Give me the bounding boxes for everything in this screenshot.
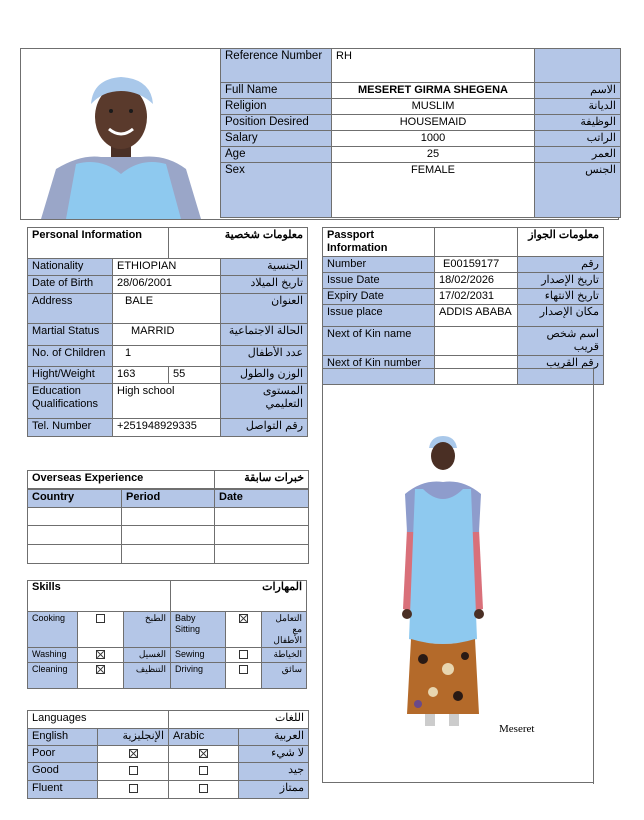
overseas-table (27, 470, 309, 564)
row-label: Religion (221, 99, 332, 115)
languages-title-ar: اللغات (169, 711, 309, 729)
section-header (28, 228, 308, 259)
sex-value: FEMALE (332, 163, 535, 218)
row-label: Full Name (221, 83, 332, 99)
portrait-photo (21, 49, 220, 219)
row-arabic: الديانة (535, 99, 621, 115)
row-arabic: الاسم (535, 83, 621, 99)
header-row (221, 163, 621, 218)
english-good-checkbox[interactable] (98, 763, 169, 781)
skill-sewing-label: Sewing (171, 648, 226, 663)
issue-place-value: ADDIS ABABA (435, 305, 518, 327)
dob-ar: تاريخ الميلاد (221, 276, 308, 294)
skill-cooking-ar: الطبخ (124, 612, 171, 648)
arabic-poor-checkbox[interactable] (169, 746, 239, 763)
section-header (323, 228, 604, 257)
skill-sewing-ar: الخياطة (262, 648, 307, 663)
checkbox-checked-icon (199, 749, 208, 758)
header-row (221, 115, 621, 131)
marital-value: MARRID (113, 324, 221, 346)
skill-washing-checkbox[interactable] (78, 648, 124, 663)
table-row (28, 508, 309, 526)
level-good-ar: جيد (239, 763, 309, 781)
level-poor-label: Poor (28, 746, 98, 763)
full-body-photo-frame (322, 368, 593, 783)
address-value: BALE (113, 294, 221, 324)
header-row (221, 147, 621, 163)
skill-cleaning-ar: التنظيف (124, 663, 171, 689)
row-arabic: الوظيفة (535, 115, 621, 131)
checkbox-unchecked-icon (239, 650, 248, 659)
checkbox-checked-icon (96, 665, 105, 674)
hw-ar: الوزن والطول (221, 367, 308, 384)
issue-date-ar: تاريخ الإصدار (518, 273, 604, 289)
row-arabic: العمر (535, 147, 621, 163)
arabic-good-checkbox[interactable] (169, 763, 239, 781)
section-header (28, 581, 307, 612)
row-label: Salary (221, 131, 332, 147)
skill-baby-label: Baby Sitting (171, 612, 226, 648)
skill-washing-label: Washing (28, 648, 78, 663)
arabic-fluent-checkbox[interactable] (169, 781, 239, 799)
row-label: Sex (221, 163, 332, 218)
checkbox-unchecked-icon (239, 665, 248, 674)
col-date: Date (215, 489, 309, 508)
english-ar: الإنجليزية (98, 729, 169, 746)
skill-cooking-label: Cooking (28, 612, 78, 648)
table-row (28, 545, 309, 564)
passport-number-label: Number (323, 257, 435, 273)
education-ar: المستوى التعليمي (221, 384, 308, 419)
height-value: 163 (113, 367, 169, 384)
skill-driving-checkbox[interactable] (226, 663, 262, 689)
row-label: Age (221, 147, 332, 163)
marital-label: Martial Status (28, 324, 113, 346)
skill-baby-ar: التعامل مع الأطفال (262, 612, 307, 648)
header-row (221, 83, 621, 99)
row-label: Reference Number (221, 49, 332, 83)
row-arabic: الراتب (535, 131, 621, 147)
full-body-photo (393, 434, 493, 734)
header-row (221, 99, 621, 115)
languages-table (27, 710, 309, 799)
english-poor-checkbox[interactable] (98, 746, 169, 763)
tel-label: Tel. Number (28, 419, 113, 437)
section-header (28, 471, 309, 489)
overseas-title-ar: خبرات سابقة (215, 471, 309, 489)
passport-title-ar: معلومات الجواز (518, 228, 604, 257)
full-name-value: MESERET GIRMA SHEGENA (332, 83, 535, 99)
hw-label: Hight/Weight (28, 367, 113, 384)
languages-title: Languages (28, 711, 169, 729)
row-label: Position Desired (221, 115, 332, 131)
kin-number-label: Next of Kin number (323, 356, 435, 385)
col-country: Country (28, 489, 122, 508)
nationality-ar: الجنسية (221, 259, 308, 276)
salary-value: 1000 (332, 131, 535, 147)
issue-place-label: Issue place (323, 305, 435, 327)
kin-name-label: Next of Kin name (323, 327, 435, 356)
kin-name-value (435, 327, 518, 356)
dob-label: Date of Birth (28, 276, 113, 294)
issue-place-ar: مكان الإصدار (518, 305, 604, 327)
header-row (221, 49, 621, 83)
skill-driving-label: Driving (171, 663, 226, 689)
education-value: High school (113, 384, 221, 419)
tel-value: +251948929335 (113, 419, 221, 437)
arabic-label: Arabic (169, 729, 239, 746)
expiry-ar: تاريخ الانتهاء (518, 289, 604, 305)
header-table (220, 48, 621, 218)
level-good-label: Good (28, 763, 98, 781)
expiry-label: Expiry Date (323, 289, 435, 305)
section-header (28, 711, 309, 729)
checkbox-unchecked-icon (199, 784, 208, 793)
personal-title-ar: معلومات شخصية (169, 228, 308, 259)
skill-sewing-checkbox[interactable] (226, 648, 262, 663)
overseas-title: Overseas Experience (28, 471, 215, 489)
education-label: Education Qualifications (28, 384, 113, 419)
issue-date-label: Issue Date (323, 273, 435, 289)
religion-value: MUSLIM (332, 99, 535, 115)
level-poor-ar: لا شيء (239, 746, 309, 763)
position-value: HOUSEMAID (332, 115, 535, 131)
english-label: English (28, 729, 98, 746)
passport-title: Passport Information (323, 228, 435, 257)
skill-driving-ar: سائق (262, 663, 307, 689)
skill-baby-checkbox[interactable] (226, 612, 262, 648)
checkbox-checked-icon (96, 650, 105, 659)
skills-table (27, 580, 307, 689)
age-value: 25 (332, 147, 535, 163)
tel-ar: رقم التواصل (221, 419, 308, 437)
skill-washing-ar: الغسيل (124, 648, 171, 663)
checkbox-unchecked-icon (199, 766, 208, 775)
children-ar: عدد الأطفال (221, 346, 308, 367)
photo-caption: Meseret (499, 723, 535, 735)
checkbox-unchecked-icon (96, 614, 105, 623)
kin-number-ar: رقم القريب (518, 356, 604, 385)
table-row (28, 526, 309, 545)
skill-cleaning-checkbox[interactable] (78, 663, 124, 689)
dob-value: 28/06/2001 (113, 276, 221, 294)
checkbox-checked-icon (129, 749, 138, 758)
checkbox-checked-icon (239, 614, 248, 623)
level-fluent-ar: ممتاز (239, 781, 309, 799)
top-section (20, 48, 619, 220)
issue-date-value: 18/02/2026 (435, 273, 518, 289)
english-fluent-checkbox[interactable] (98, 781, 169, 799)
address-ar: العنوان (221, 294, 308, 324)
personal-info-table (27, 227, 308, 437)
arabic-ar: العربية (239, 729, 309, 746)
weight-value: 55 (169, 367, 221, 384)
row-value: RH (332, 49, 535, 83)
row-arabic (535, 49, 621, 83)
skills-title: Skills (28, 581, 171, 612)
skills-title-ar: المهارات (171, 581, 307, 612)
col-period: Period (122, 489, 215, 508)
row-arabic: الجنس (535, 163, 621, 218)
passport-number-value: E00159177 (435, 257, 518, 273)
checkbox-unchecked-icon (129, 766, 138, 775)
skill-cooking-checkbox[interactable] (78, 612, 124, 648)
address-label: Address (28, 294, 113, 324)
nationality-value: ETHIOPIAN (113, 259, 221, 276)
passport-number-ar: رقم (518, 257, 604, 273)
marital-ar: الحالة الاجتماعية (221, 324, 308, 346)
kin-name-ar: اسم شخص قريب (518, 327, 604, 356)
expiry-value: 17/02/2031 (435, 289, 518, 305)
children-value: 1 (113, 346, 221, 367)
checkbox-unchecked-icon (129, 784, 138, 793)
children-label: No. of Children (28, 346, 113, 367)
level-fluent-label: Fluent (28, 781, 98, 799)
skill-cleaning-label: Cleaning (28, 663, 78, 689)
nationality-label: Nationality (28, 259, 113, 276)
passport-table (322, 227, 604, 385)
header-row (221, 131, 621, 147)
personal-title: Personal Information (28, 228, 169, 259)
